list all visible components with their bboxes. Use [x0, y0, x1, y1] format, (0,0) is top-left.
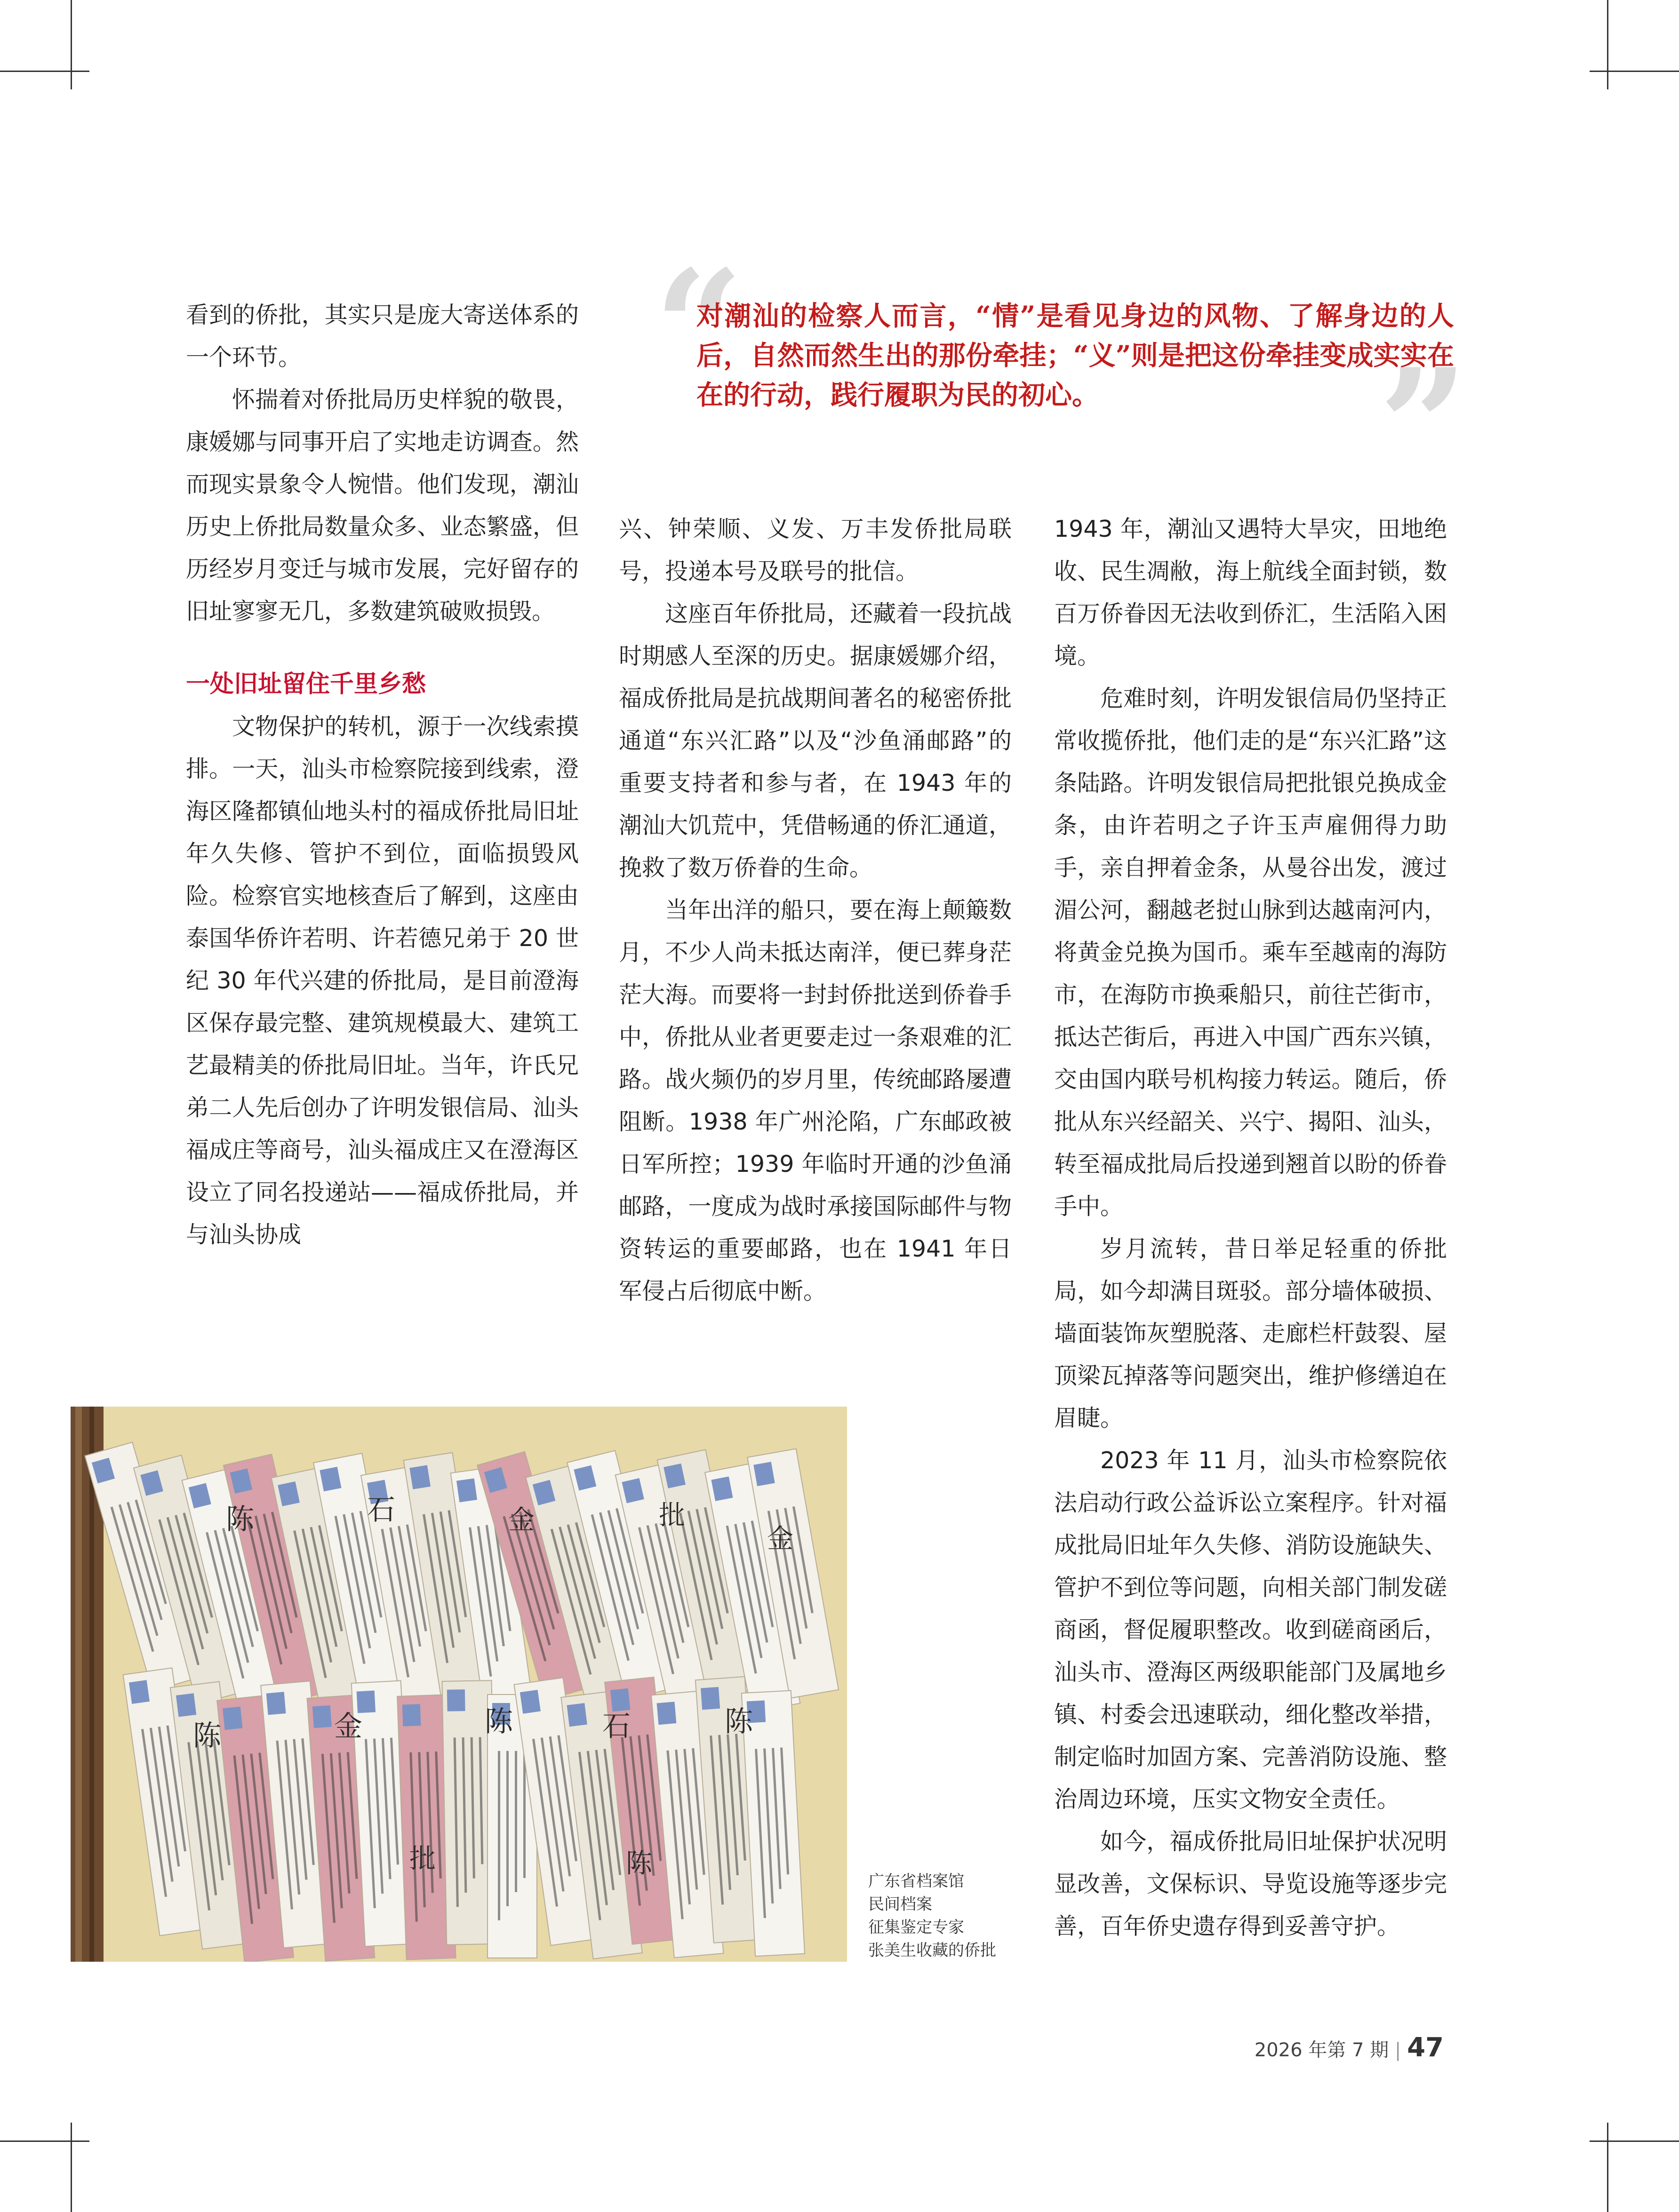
paragraph: 这座百年侨批局，还藏着一段抗战时期感人至深的历史。据康媛娜介绍，福成侨批局是抗战期间著名的秘密侨批通道“东兴汇路”以及“沙鱼涌邮路”的重要支持者和参与者，在 1943 年的潮汕大饥荒中，凭借畅通的侨汇通道，挽救了数万侨眷的生命。	[619, 600, 1012, 881]
paragraph: 如今，福成侨批局旧址保护状况明显改善，文保标识、导览设施等逐步完善，百年侨史遗存得到妥善守护。	[1054, 1828, 1447, 1940]
crop-mark	[71, 2123, 72, 2212]
envelope-mark: 批	[409, 1844, 436, 1874]
paragraph: 看到的侨批，其实只是庞大寄送体系的一个环节。	[186, 302, 579, 371]
postage-stamp	[657, 1702, 677, 1725]
caption-line: 广东省档案馆	[868, 1872, 964, 1891]
crop-mark	[1590, 2140, 1679, 2142]
postage-stamp	[447, 1689, 465, 1711]
issue-label: 2026 年第 7 期	[1254, 2039, 1389, 2061]
paragraph: 岁月流转，昔日举足轻重的侨批局，如今却满目斑驳。部分墙体破损、墙面装饰灰塑脱落、走廊栏杆鼓裂、屋顶梁瓦掉落等问题突出，维护修缮迫在眉睫。	[1054, 1235, 1447, 1432]
article-column-2	[619, 508, 1012, 1313]
paragraph: 2023 年 11 月，汕头市检察院依法启动行政公益诉讼立案程序。针对福成批局旧址年久失修、消防设施缺失、管护不到位等问题，向相关部门制发磋商函，督促履职整改。收到磋商函后，汕头市、澄海区两级职能部门及属地乡镇、村委会迅速联动，细化整改举措，制定临时加固方案、完善消防设施、整治周边环境，压实文物安全责任。	[1054, 1447, 1447, 1813]
postage-stamp	[409, 1465, 431, 1489]
paragraph: 怀揣着对侨批局历史样貌的敬畏，康媛娜与同事开启了实地走访调查。然而现实景象令人惋惜。他们发现，潮汕历史上侨批局数量众多、业态繁盛，但历经岁月变迁与城市发展，完好留存的旧址寥寥无几，多数建筑破败损毁。	[186, 386, 579, 625]
postage-stamp	[129, 1680, 150, 1704]
qiaopi-letters-photo	[71, 1407, 847, 1962]
envelope-mark: 陈	[193, 1719, 221, 1752]
photo-caption	[868, 1870, 1023, 1962]
postage-stamp	[610, 1688, 631, 1712]
envelope-mark: 陈	[226, 1503, 254, 1536]
crop-mark	[1607, 0, 1608, 89]
postage-stamp	[223, 1707, 243, 1730]
qiaopi-letters-illustration	[71, 1407, 847, 1962]
crop-mark	[0, 2140, 89, 2142]
envelope-mark: 金	[508, 1505, 535, 1536]
postage-stamp	[402, 1704, 421, 1726]
postage-stamp	[266, 1692, 286, 1715]
caption-line: 张美生收藏的侨批	[868, 1941, 996, 1960]
handwriting-stroke	[498, 1751, 500, 1920]
paragraph: 文物保护的转机，源于一次线索摸排。一天，汕头市检察院接到线索，澄海区隆都镇仙地头村的福成侨批局旧址年久失修、管护不到位，面临损毁风险。检察官实地核查后了解到，这座由泰国华侨许若明、许若德兄弟于 20 世纪 30 年代兴建的侨批局，是目前澄海区保存最完整、建筑规模最大、建筑工艺最精美的侨批局旧址。当年，许氏兄弟二人先后创办了许明发银信局、汕头福成庄等商号，汕头福成庄又在澄海区设立了同名投递站——福成侨批局，并与汕头协成	[186, 713, 579, 1248]
pull-quote: 对潮汕的检察人而言，“情”是看见身边的风物、了解身边的人后，自然而然生出的那份牵挂；“义”则是把这份牵挂变成实实在在的行动，践行履职为民的初心。	[696, 300, 1454, 411]
paragraph: 危难时刻，许明发银信局仍坚持正常收揽侨批，他们走的是“东兴汇路”这条陆路。许明发银信局把批银兑换成金条，由许若明之子许玉声雇佣得力助手，亲自押着金条，从曼谷出发，渡过湄公河，翻越老挝山脉到达越南河内，将黄金兑换为国币。乘车至越南的海防市，在海防市换乘船只，前往芒街市，抵达芒街后，再进入中国广西东兴镇，交由国内联号机构接力转运。随后，侨批从东兴经韶关、兴宁、揭阳、汕头，转至福成批局后投递到翘首以盼的侨眷手中。	[1054, 685, 1447, 1220]
page-folio: 2026 年第 7 期 | 47	[1254, 2032, 1444, 2063]
postage-stamp	[456, 1478, 477, 1502]
postage-stamp	[176, 1693, 196, 1717]
caption-line: 征集鉴定专家	[868, 1918, 964, 1937]
envelope-mark: 金	[334, 1710, 362, 1743]
caption-line: 民间档案	[868, 1895, 932, 1914]
postage-stamp	[753, 1462, 775, 1486]
section-heading: 一处旧址留住千里乡愁	[186, 670, 426, 698]
handwriting-stroke	[506, 1751, 509, 1906]
crop-mark	[1607, 2123, 1608, 2212]
envelope-mark: 金	[767, 1524, 793, 1554]
paragraph: 当年出洋的船只，要在海上颠簸数月，不少人尚未抵达南洋，便已葬身茫茫大海。而要将一封封侨批送到侨眷手中，侨批从业者更要走过一条艰难的汇路。战火频仍的岁月里，传统邮路屡遭阻断。1938 年广州沦陷，广东邮政被日军所控；1939 年临时开通的沙鱼涌邮路，一度成为战时承接国际邮件与物资转运的重要邮路，也在 1941 年日军侵占后彻底中断。	[619, 897, 1012, 1305]
envelope-mark: 石	[602, 1710, 631, 1743]
page-number: 47	[1407, 2032, 1444, 2063]
crop-mark	[0, 71, 89, 72]
handwriting-stroke	[515, 1751, 517, 1892]
paragraph: 兴、钟荣顺、义发、万丰发侨批局联号，投递本号及联号的批信。	[619, 516, 1012, 585]
crop-mark	[1590, 71, 1679, 72]
envelope-mark: 陈	[626, 1848, 652, 1879]
close-quote-mark: ”	[1379, 334, 1468, 517]
open-quote-mark: “	[654, 236, 744, 418]
postage-stamp	[567, 1703, 587, 1727]
envelope-mark: 石	[367, 1494, 395, 1527]
paragraph: 1943 年，潮汕又遇特大旱灾，田地绝收、民生凋敝，海上航线全面封锁，数百万侨眷因无法收到侨汇，生活陷入困境。	[1054, 516, 1447, 669]
envelope-mark: 批	[659, 1500, 685, 1531]
postage-stamp	[520, 1690, 541, 1714]
article-column-3	[1054, 508, 1447, 1948]
crop-mark	[71, 0, 72, 89]
article-column-1	[186, 294, 579, 1256]
postage-stamp	[312, 1705, 332, 1728]
envelope-mark: 陈	[725, 1705, 753, 1738]
envelope-mark: 陈	[485, 1705, 513, 1738]
postage-stamp	[701, 1687, 720, 1710]
handwriting-stroke	[523, 1751, 526, 1878]
